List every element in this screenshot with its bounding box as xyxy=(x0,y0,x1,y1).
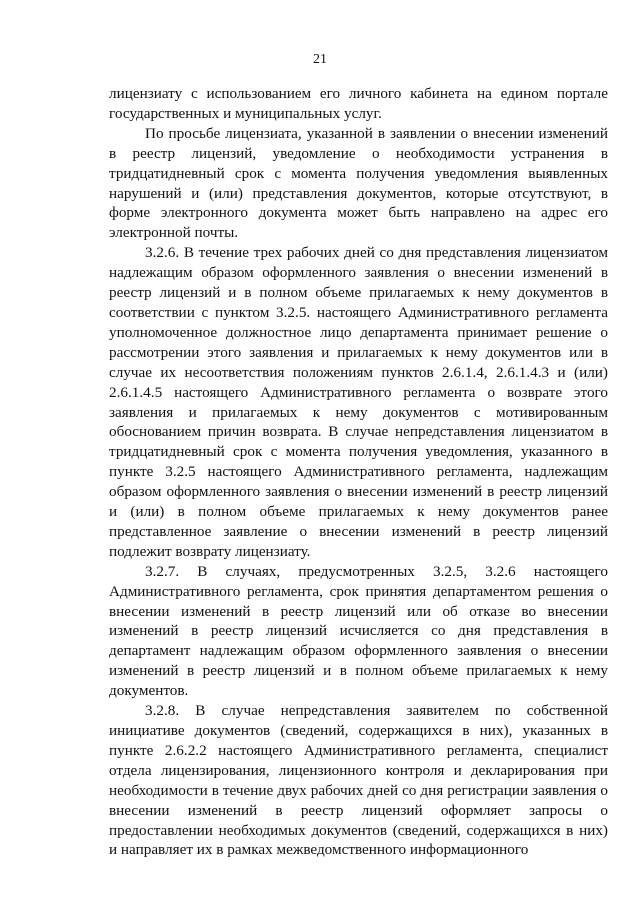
paragraph-3-2-8: 3.2.8. В случае непредставления заявителем по собственной инициативе документов (сведений, содержащихся в них), указанных в пункте 2.6.2.2 настоящего Административного регламента, специалист отдела лицензирования, лицензионного контроля и декларирования при необходимости в течение двух рабочих дней со дня регистрации заявления о внесении изменений в реестр лицензий оформляет запросы о предоставлении необходимых документов (сведений, содержащихся в них) и направляет их в рамках межведомственного информационного xyxy=(109,702,608,859)
paragraph-3-2-7: 3.2.7. В случаях, предусмотренных 3.2.5, 3.2.6 настоящего Административного регламента, срок принятия департаментом решения о внесении изменений в реестр лицензий или об отказе во внесении изменений в реестр лицензий исчисляется со дня представления в департамент надлежащим образом оформленного заявления о внесении изменений в реестр лицензий и в полном объеме прилагаемых к нему документов. xyxy=(109,562,608,700)
paragraph-request-notification: По просьбе лицензиата, указанной в заявлении о внесении изменений в реестр лицензий, уведомление о необходимости устранения в тридцатидневный срок с момента получения уведомления выявленных нарушений и (или) представления документов, которые отсутствуют, в форме электронного документа может быть направлено на адрес его электронной почты. xyxy=(109,124,608,242)
document-body xyxy=(109,84,608,860)
page-number: 21 xyxy=(313,52,327,67)
paragraph-continuation: лицензиату с использованием его личного кабинета на едином портале государственных и муниципальных услуг. xyxy=(109,85,608,122)
paragraph-3-2-6: 3.2.6. В течение трех рабочих дней со дня представления лицензиатом надлежащим образом оформленного заявления о внесении изменений в реестр лицензий и в полном объеме прилагаемых к нему документов в соответствии с пунктом 3.2.5. настоящего Административного регламента уполномоченное должностное лицо департамента принимает решение о рассмотрении этого заявления и прилагаемых к нему документов или в случае их несоответствия положениям пунктов 2.6.1.4, 2.6.1.4.3 и (или) 2.6.1.4.5 настоящего Административного регламента о возврате этого заявления и прилагаемых к нему документов с мотивированным обоснованием причин возврата. В случае непредставления лицензиатом в тридцатидневный срок с момента получения уведомления, указанного в пункте 3.2.5 настоящего Административного регламента, надлежащим образом оформленного заявления о внесении изменений в реестр лицензий и (или) в полном объеме прилагаемых к нему документов ранее представленное заявление о внесении изменений в реестр лицензий подлежит возврату лицензиату. xyxy=(109,244,608,560)
